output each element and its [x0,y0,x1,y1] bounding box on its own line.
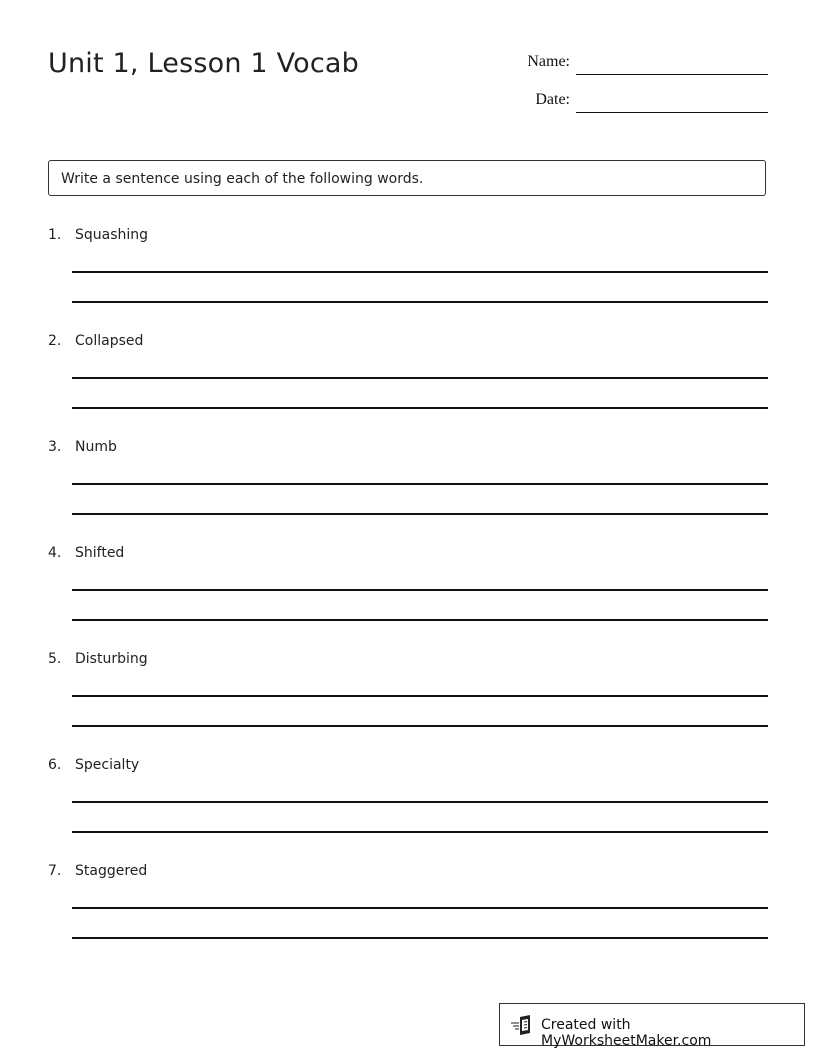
question-number: 4. [48,545,62,561]
answer-line[interactable] [72,483,768,485]
answer-line[interactable] [72,271,768,273]
answer-line[interactable] [72,725,768,727]
footer-credit[interactable] [499,1003,805,1049]
question-number: 5. [48,651,62,667]
question-word: Specialty [75,757,140,773]
answer-line[interactable] [72,619,768,621]
answer-line[interactable] [72,695,768,697]
question-word: Squashing [75,227,149,243]
question-number: 2. [48,333,62,349]
date-line[interactable] [576,112,768,113]
name-line[interactable] [576,74,768,75]
question-item [0,545,816,651]
question-item [0,439,816,545]
page-title: Unit 1, Lesson 1 Vocab [48,48,359,79]
question-item [0,651,816,757]
answer-line[interactable] [72,301,768,303]
question-item [0,863,816,969]
answer-line[interactable] [72,937,768,939]
answer-line[interactable] [72,831,768,833]
instructions-text: Write a sentence using each of the following words. [61,171,424,187]
answer-line[interactable] [72,407,768,409]
question-number: 6. [48,757,62,773]
worksheet-maker-logo-icon [510,1014,534,1036]
question-item [0,757,816,863]
question-word: Disturbing [75,651,148,667]
answer-line[interactable] [72,377,768,379]
question-word: Shifted [75,545,125,561]
date-label: Date: [535,91,570,108]
name-label: Name: [527,53,570,70]
question-item [0,227,816,333]
question-number: 1. [48,227,62,243]
question-number: 3. [48,439,62,455]
question-word: Numb [75,439,117,455]
question-number: 7. [48,863,62,879]
question-word: Staggered [75,863,148,879]
answer-line[interactable] [72,589,768,591]
answer-line[interactable] [72,513,768,515]
instructions-box [48,160,766,196]
question-word: Collapsed [75,333,144,349]
footer-text: Created with MyWorksheetMaker.com [541,1017,712,1049]
answer-line[interactable] [72,801,768,803]
answer-line[interactable] [72,907,768,909]
question-item [0,333,816,439]
